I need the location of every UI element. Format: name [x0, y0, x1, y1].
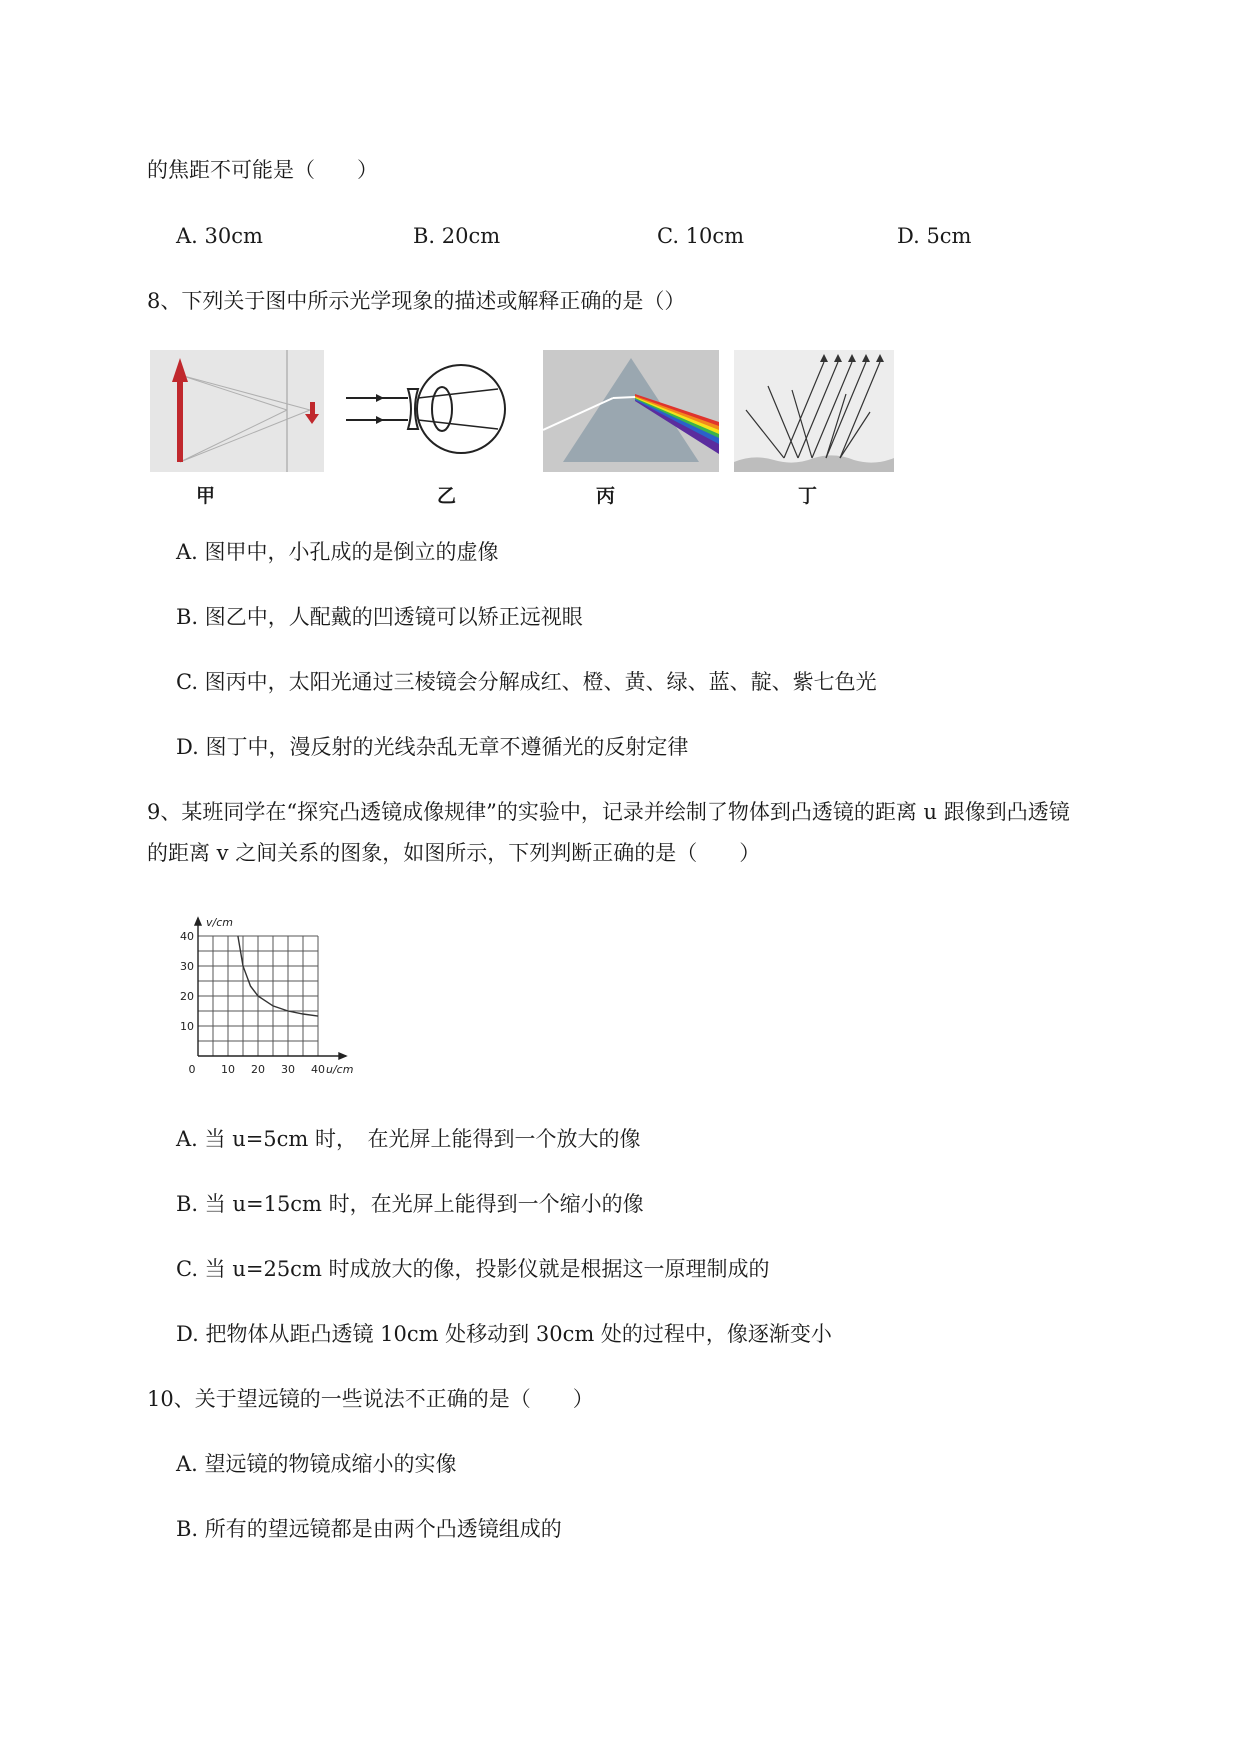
q8-option-d: D. 图丁中，漫反射的光线杂乱无章不遵循光的反射定律: [176, 735, 689, 759]
origin-label: 0: [188, 1063, 196, 1076]
q7-option-a: A. 30cm: [176, 224, 263, 248]
x-tick-label: 20: [251, 1063, 265, 1076]
x-axis-label: u/cm: [326, 1063, 354, 1076]
axis-arrows: [195, 918, 346, 1059]
figure-jia-pinhole: [150, 350, 324, 472]
figure-bing-prism: [543, 350, 719, 472]
q7-stem-tail: 的焦距不可能是（ ）: [147, 158, 378, 182]
uv-graph: [176, 906, 370, 1078]
q7-option-c: C. 10cm: [657, 224, 745, 248]
figure-label-jia: 甲: [196, 485, 216, 507]
figure-label-ding: 丁: [798, 485, 818, 507]
uv-curve: [238, 936, 318, 1016]
q8-option-a: A. 图甲中，小孔成的是倒立的虚像: [176, 540, 499, 564]
y-tick-label: 10: [180, 1020, 194, 1033]
figure-label-bing: 丙: [596, 485, 616, 507]
q9-option-d: D. 把物体从距凸透镜 10cm 处移动到 30cm 处的过程中，像逐渐变小: [176, 1322, 832, 1346]
q10-option-a: A. 望远镜的物镜成缩小的实像: [176, 1452, 457, 1476]
q9-stem-line2: 的距离 v 之间关系的图象，如图所示，下列判断正确的是（ ）: [147, 841, 761, 865]
q10-stem: 10、关于望远镜的一些说法不正确的是（ ）: [147, 1387, 594, 1411]
figure-label-yi: 乙: [437, 485, 457, 507]
x-tick-label: 40: [311, 1063, 325, 1076]
x-tick-label: 10: [221, 1063, 235, 1076]
figure-ding-diffuse-reflection: [734, 350, 894, 472]
q9-option-b: B. 当 u=15cm 时，在光屏上能得到一个缩小的像: [176, 1192, 644, 1216]
y-tick-label: 20: [180, 990, 194, 1003]
q7-option-b: B. 20cm: [413, 224, 501, 248]
q9-option-a: A. 当 u=5cm 时， 在光屏上能得到一个放大的像: [176, 1127, 641, 1151]
q8-stem: 8、下列关于图中所示光学现象的描述或解释正确的是（）: [147, 289, 686, 313]
q9-option-c: C. 当 u=25cm 时成放大的像，投影仪就是根据这一原理制成的: [176, 1257, 770, 1281]
y-axis-label: v/cm: [206, 916, 233, 929]
x-tick-label: 30: [281, 1063, 295, 1076]
q7-option-d: D. 5cm: [897, 224, 972, 248]
y-tick-label: 30: [180, 960, 194, 973]
q8-option-b: B. 图乙中，人配戴的凹透镜可以矫正远视眼: [176, 605, 583, 629]
axis-lines: [198, 918, 346, 1056]
figure-yi-eye: [346, 354, 518, 466]
q8-option-c: C. 图丙中，太阳光通过三棱镜会分解成红、橙、黄、绿、蓝、靛、紫七色光: [176, 670, 877, 694]
y-tick-label: 40: [180, 930, 194, 943]
q9-stem-line1: 9、某班同学在“探究凸透镜成像规律”的实验中，记录并绘制了物体到凸透镜的距离 u 跟像到凸透镜: [147, 800, 1070, 824]
q10-option-b: B. 所有的望远镜都是由两个凸透镜组成的: [176, 1517, 562, 1541]
